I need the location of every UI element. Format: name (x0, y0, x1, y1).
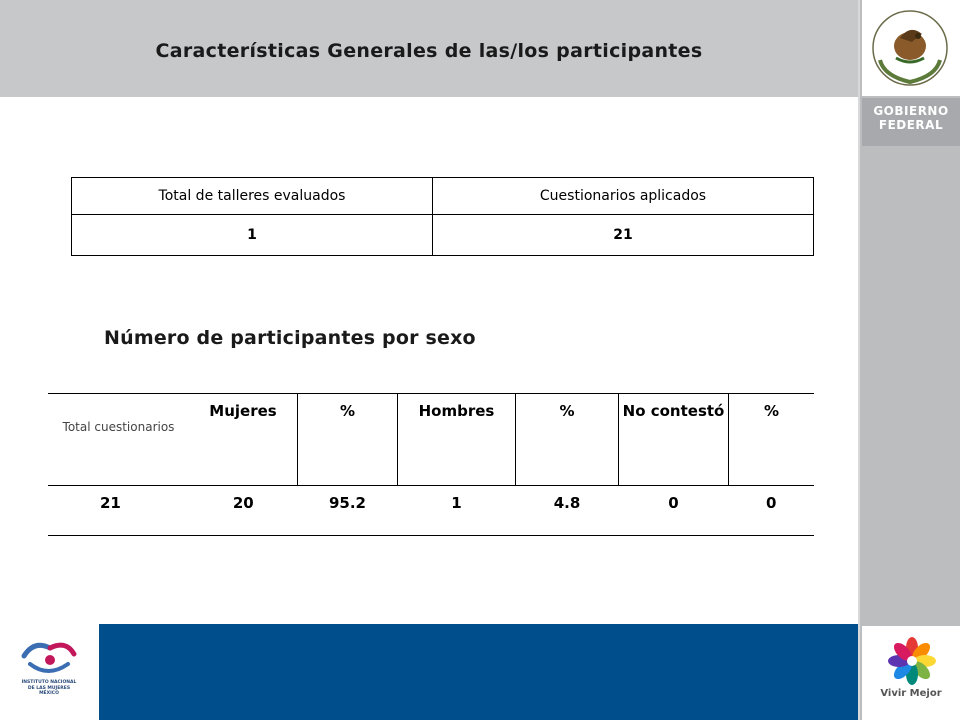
table-row (72, 215, 814, 256)
inm-line-2: DE LAS MUJERES (27, 685, 71, 691)
header-pct-mujeres: % (298, 394, 398, 486)
value-talleres: 1 (72, 215, 433, 256)
header-cuestionarios: Cuestionarios aplicados (433, 178, 814, 215)
table-header-row (72, 178, 814, 215)
header-no-contesto: No contestó (619, 394, 729, 486)
header-total-cuestionarios: Total cuestionarios (48, 394, 189, 486)
summary-table (71, 177, 814, 256)
value-pct-hombres: 4.8 (516, 486, 619, 536)
header-talleres: Total de talleres evaluados (72, 178, 433, 215)
header-hombres: Hombres (398, 394, 516, 486)
page-title: Características Generales de las/los participantes (155, 40, 703, 62)
inm-line-3: MÉXICO (39, 691, 59, 696)
inmujeres-label (16, 680, 82, 697)
value-cuestionarios: 21 (433, 215, 814, 256)
value-pct-no-contesto: 0 (729, 486, 815, 536)
table-header-row (48, 394, 814, 486)
vivir-mejor-label: Vivir Mejor (880, 688, 942, 699)
value-hombres: 1 (398, 486, 516, 536)
footer-band (99, 624, 858, 720)
gobierno-line: GOBIERNO (873, 104, 949, 118)
sex-table (48, 393, 814, 536)
value-pct-mujeres: 95.2 (298, 486, 398, 536)
side-divider (858, 0, 860, 720)
gobierno-federal-logo (862, 104, 960, 132)
section-title: Número de participantes por sexo (104, 327, 476, 349)
value-mujeres: 20 (189, 486, 298, 536)
federal-line: FEDERAL (878, 118, 944, 132)
national-seal-icon (870, 8, 950, 88)
header-pct-hombres: % (516, 394, 619, 486)
value-total: 21 (48, 486, 189, 536)
value-no-contesto: 0 (619, 486, 729, 536)
header-mujeres: Mujeres (189, 394, 298, 486)
inm-line-1: INSTITUTO NACIONAL (21, 680, 77, 685)
table-row (48, 486, 814, 536)
inmujeres-logo-icon (20, 634, 78, 678)
vivir-mejor-flower-icon (884, 636, 940, 686)
header-pct-no-contesto: % (729, 394, 815, 486)
